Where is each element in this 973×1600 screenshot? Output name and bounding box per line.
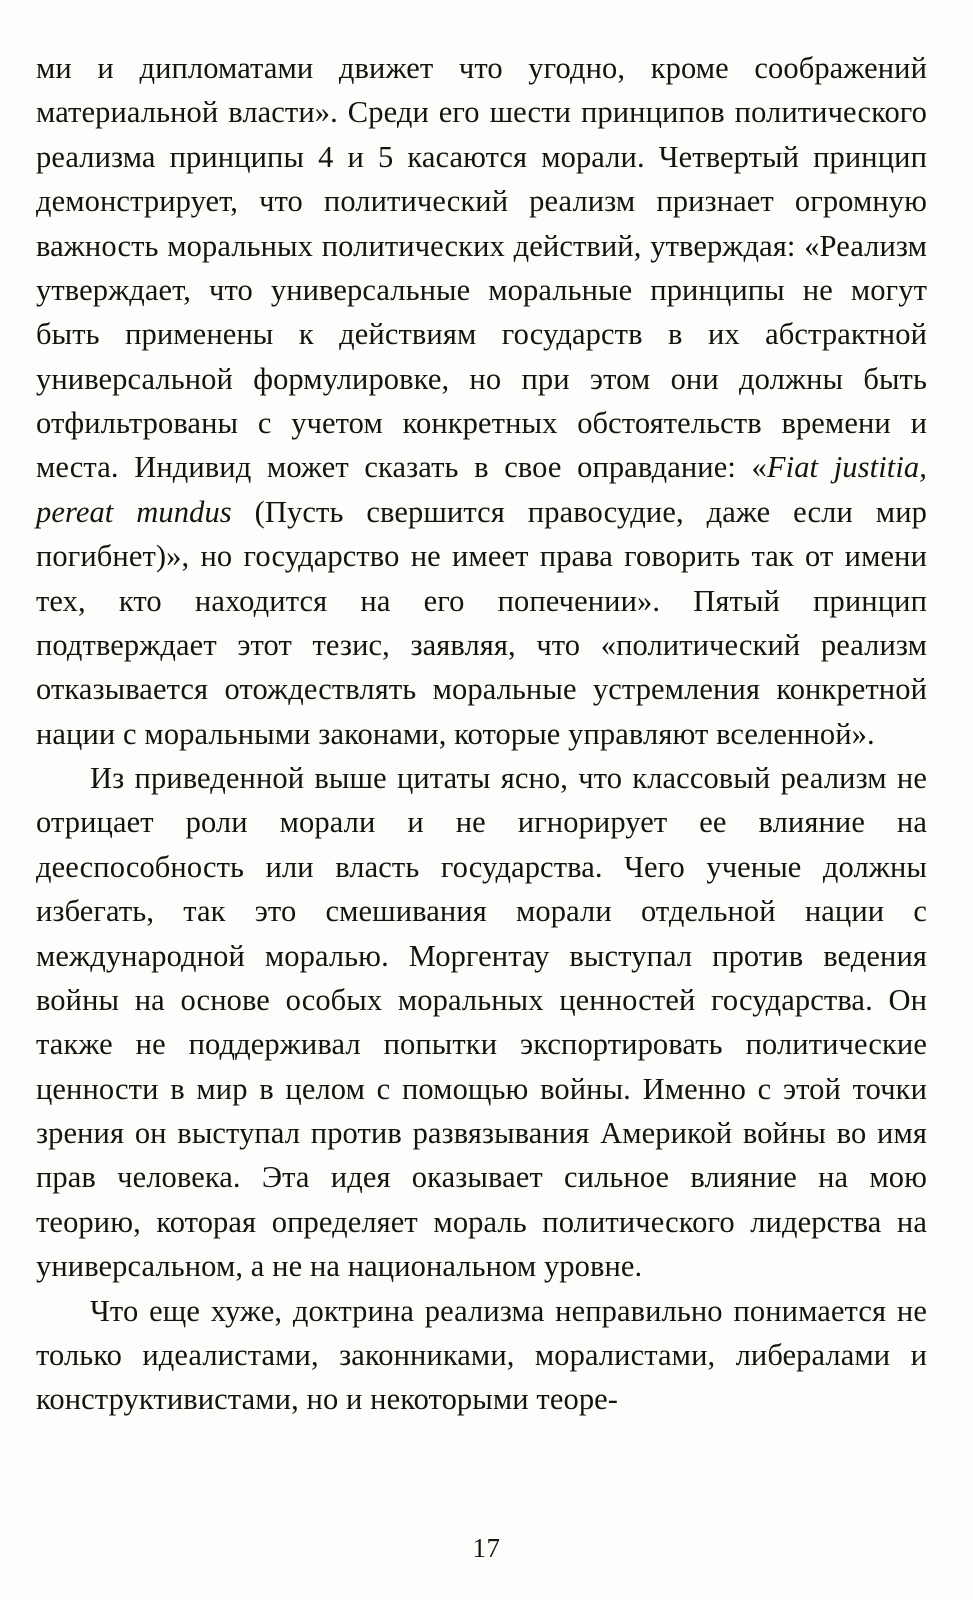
paragraph-1-text-before-italic: ми и дипломатами движет что угодно, кроме соображений материальной власти». Среди его шести принципов политического реализма принципы 4 и 5 касаются морали. Четвертый принцип демонстрирует, что политический реализм признает огромную важность моральных политических действий, утверждая: «Реализм утверждает, что универсальные моральные принципы не могут быть применены к действиям государств в их абстрактной универсальной формулировке, но при этом они должны быть отфильтрованы с учетом конкретных обстоятельств времени и места. Индивид может сказать в свое оправдание: «	[36, 51, 927, 485]
paragraph-1	[36, 46, 927, 756]
paragraph-3	[36, 1289, 927, 1422]
paragraph-2	[36, 756, 927, 1289]
latin-quote: Fiat justitia, pereat mundus	[36, 450, 927, 529]
paragraph-1-text-after-italic: (Пусть свершится правосудие, даже если мир погибнет)», но государство не имеет права говорить так от имени тех, кто находится на его попечении». Пятый принцип подтверждает этот тезис, заявляя, что «политический реализм отказывается отождествлять моральные устремления конкретной нации с моральными законами, которые управляют вселенной».	[36, 494, 927, 751]
paragraph-2-text: Из приведенной выше цитаты ясно, что классовый реализм не отрицает роли морали и не игнорирует ее влияние на дееспособность или власть государства. Чего ученые должны избегать, так это смешивания морали отдельной нации с международной моралью. Моргентау выступал против ведения войны на основе особых моральных ценностей государства. Он также не поддерживал попытки экспортировать политические ценности в мир в целом с помощью войны. Именно с этой точки зрения он выступал против развязывания Америкой войны во имя прав человека. Эта идея оказывает сильное влияние на мою теорию, которая определяет мораль политического лидерства на универсальном, а не на национальном уровне.	[36, 761, 927, 1284]
page-number: 17	[472, 1533, 501, 1563]
page-body	[36, 46, 927, 1422]
paragraph-3-text: Что еще хуже, доктрина реализма неправильно понимается не только идеалистами, законниками, моралистами, либералами и конструктивистами, но и некоторыми теоре-	[36, 1293, 927, 1417]
